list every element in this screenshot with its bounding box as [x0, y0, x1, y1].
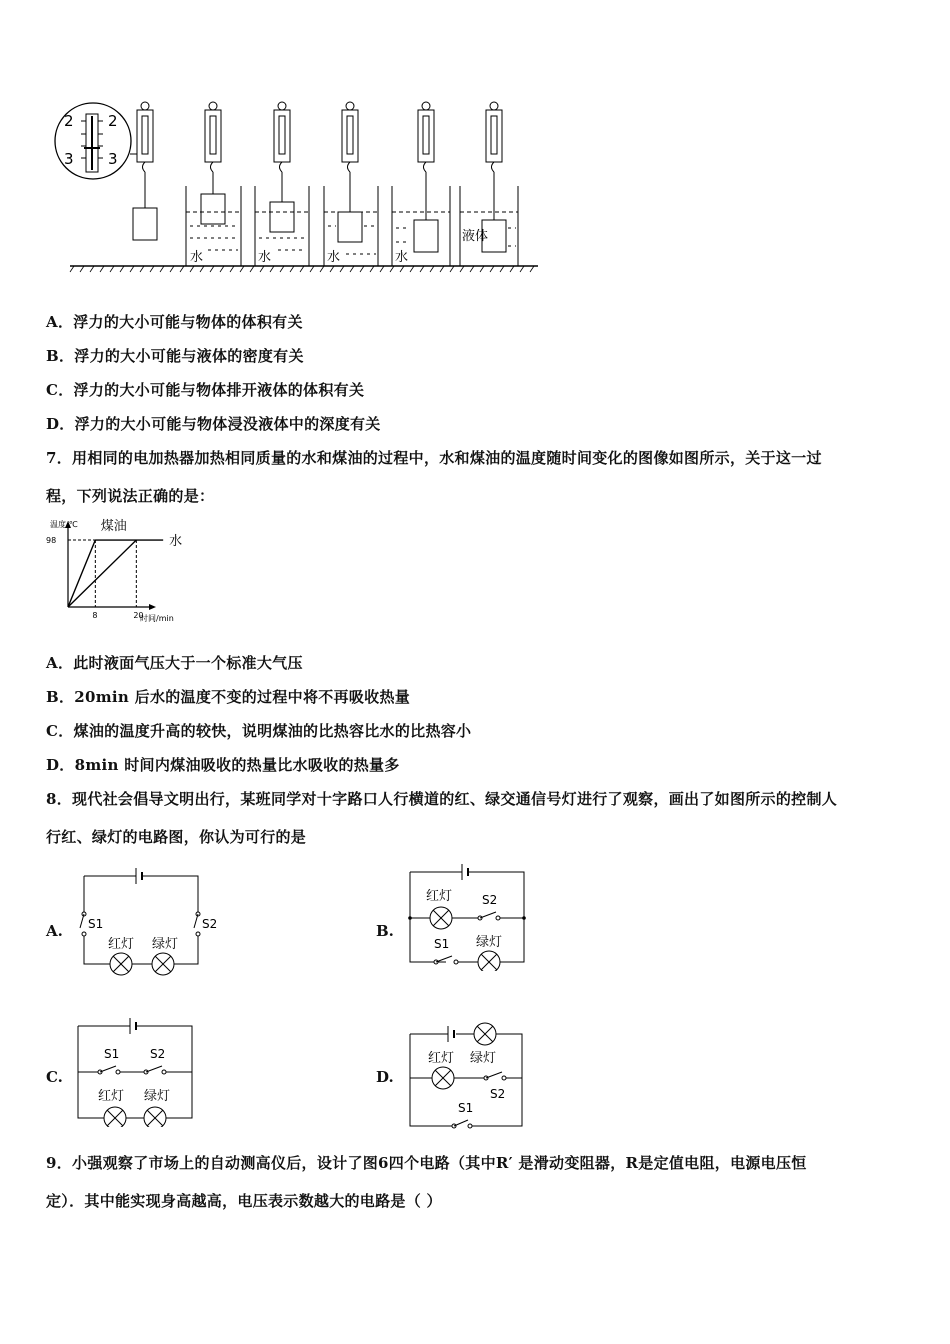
- liquid-label: 水: [395, 250, 409, 265]
- q7-option-a: A．此时液面气压大于一个标准大气压: [46, 654, 303, 672]
- x-tick-label: 20: [133, 611, 144, 620]
- circuit-d: [398, 1014, 533, 1129]
- scale-tick: 2: [108, 112, 118, 130]
- series-label-kerosene: 煤油: [100, 519, 127, 535]
- switch-s2-label: S2: [150, 1047, 166, 1061]
- green-lamp-label: 绿灯: [476, 935, 503, 950]
- switch-s1-label: S1: [458, 1101, 474, 1115]
- circuit-c-label: C.: [46, 1068, 63, 1086]
- switch-s2-label: S2: [202, 917, 218, 931]
- circuit-b: [400, 856, 535, 971]
- circuit-c: [70, 1012, 205, 1127]
- x-tick-label: 8: [92, 611, 98, 620]
- circuit-b-label: B.: [376, 922, 394, 940]
- liquid-label: 水: [258, 250, 272, 265]
- green-lamp-label: 绿灯: [144, 1089, 171, 1104]
- circuit-a-label: A.: [46, 922, 63, 940]
- x-axis-label: 时间/min: [140, 614, 174, 623]
- scale-tick: 3: [108, 150, 118, 168]
- green-lamp-label: 绿灯: [152, 937, 179, 952]
- red-lamp-label: 红灯: [108, 937, 135, 952]
- switch-s1-label: S1: [434, 937, 450, 951]
- red-lamp-label: 红灯: [426, 889, 453, 904]
- scale-tick: 2: [64, 112, 74, 130]
- green-lamp-label: 绿灯: [470, 1051, 497, 1066]
- switch-s2-label: S2: [490, 1087, 506, 1101]
- y-tick-label: 98: [46, 536, 57, 546]
- circuit-d-label: D.: [376, 1068, 394, 1086]
- red-lamp-label: 红灯: [428, 1051, 455, 1066]
- y-axis-label: 温度/℃: [50, 520, 78, 529]
- q7-option-b: B．20min 后水的温度不变的过程中将不再吸收热量: [46, 688, 411, 706]
- q7-stem-line2: 程，下列说法正确的是：: [46, 487, 215, 505]
- buoyancy-experiment-figure: [48, 96, 548, 276]
- q7-option-d: D．8min 时间内煤油吸收的热量比水吸收的热量多: [46, 756, 400, 774]
- q6-option-d: D．浮力的大小可能与物体浸没液体中的深度有关: [46, 415, 381, 433]
- series-line-1: [68, 540, 136, 607]
- switch-s1-label: S1: [88, 917, 104, 931]
- temperature-time-chart: [40, 515, 200, 630]
- circuit-a: [70, 862, 230, 977]
- series-line-0: [68, 540, 95, 607]
- q7-option-c: C．煤油的温度升高的较快，说明煤油的比热容比水的比热容小: [46, 722, 472, 740]
- scale-tick: 3: [64, 150, 74, 168]
- series-label-water: 水: [169, 534, 183, 550]
- q7-stem-line1: 7．用相同的电加热器加热相同质量的水和煤油的过程中，水和煤油的温度随时间变化的图像如图所示，关于这一过: [46, 449, 822, 467]
- switch-s2-label: S2: [482, 893, 498, 907]
- liquid-label: 水: [327, 250, 341, 265]
- magnified-scale: [55, 103, 140, 179]
- q8-stem-line1: 8．现代社会倡导文明出行，某班同学对十字路口人行横道的红、绿交通信号灯进行了观察，画出了如图所示的控制人: [46, 790, 838, 808]
- q9-stem-line2: 定）．其中能实现身高越高，电压表示数越大的电路是（ ）: [46, 1192, 442, 1210]
- red-lamp-label: 红灯: [98, 1089, 125, 1104]
- q6-option-b: B．浮力的大小可能与液体的密度有关: [46, 347, 304, 365]
- liquid-label: 液体: [462, 229, 489, 244]
- spring-scale: [338, 102, 362, 242]
- spring-scale: [201, 102, 225, 224]
- q9-stem-line1: 9．小强观察了市场上的自动测高仪后，设计了图6四个电路（其中R′ 是滑动变阻器，R是定值电阻，电源电压恒: [46, 1154, 807, 1172]
- q6-option-a: A．浮力的大小可能与物体的体积有关: [46, 313, 303, 331]
- liquid-label: 水: [190, 250, 204, 265]
- switch-s1-label: S1: [104, 1047, 120, 1061]
- spring-scale: [414, 102, 438, 252]
- q8-stem-line2: 行红、绿灯的电路图，你认为可行的是: [46, 828, 307, 846]
- spring-scale: [133, 102, 157, 240]
- q6-option-c: C．浮力的大小可能与物体排开液体的体积有关: [46, 381, 365, 399]
